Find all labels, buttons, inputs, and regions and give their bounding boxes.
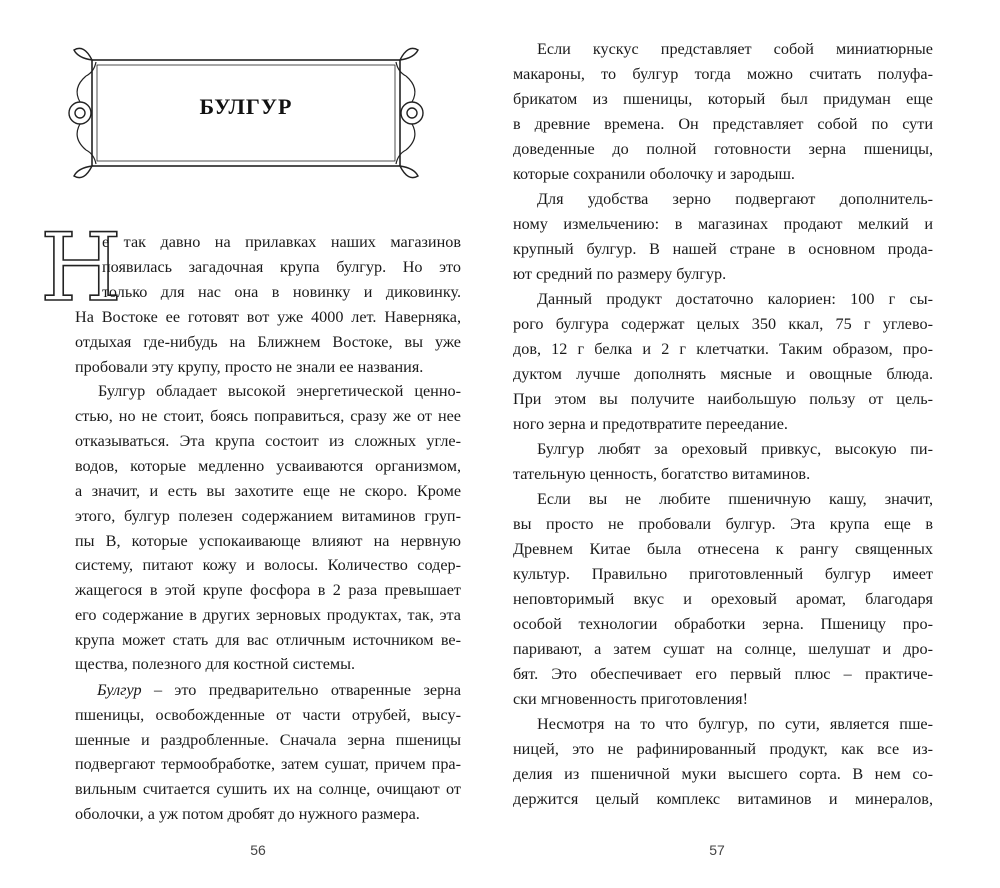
text-line: Если кускус представляет собой миниатюрные [537, 40, 933, 58]
text-line: которые сохранили оболочку и зародыш. [513, 165, 795, 183]
text-line: только для нас она в новинку и диковинку. [102, 283, 461, 301]
text-line: этого, булгур полезен содержанием витаминов груп- [75, 507, 461, 525]
text-line: Несмотря на то что булгур, по сути, является пше- [537, 715, 933, 733]
text-line: шенные и раздробленные. Сначала зерна пшеницы [75, 731, 461, 749]
drop-cap-letter: Н [40, 214, 122, 323]
italic-term: Булгур [97, 681, 142, 699]
text-line: ски мгновенность приготовления! [513, 690, 748, 708]
page-number: 56 [250, 842, 266, 858]
text-line: Булгур обладает высокой энергетической ценно- [98, 382, 461, 400]
text-line: ницей, это не рафинированный продукт, как все из- [513, 740, 933, 758]
text-line: тательную ценность, богатство витаминов. [513, 465, 811, 483]
text-line-definition [75, 678, 461, 703]
text-line: пробовали эту крупу, просто не знали ее названия. [75, 358, 424, 376]
text-line: крупа может стать для вас отличным источником ве- [75, 631, 461, 649]
text-line: щества, полезного для костной системы. [75, 655, 356, 673]
text-line: При этом вы получите наибольшую пользу от цель- [513, 390, 933, 408]
text-line: водов, которые медленно усваиваются организмом, [75, 457, 461, 475]
text-line: особой технологии обработки зерна. Пшеницу про- [513, 615, 933, 633]
text-line: пшеницы, освобожденные от части отрубей, высу- [75, 706, 461, 724]
text-line: оболочки, а уж потом дробят до нужного размера. [75, 805, 420, 823]
text-line: Древнем Китае была отнесена к рангу священных [513, 540, 933, 558]
text-line: стью, но не стоит, боясь поправиться, сразу же от нее [75, 407, 461, 425]
text-line: ют средний по размеру булгур. [513, 265, 727, 283]
text-line: появилась загадочная крупа булгур. Но это [102, 258, 461, 276]
text-line: рого булгура содержат целых 350 ккал, 75 г углево- [513, 315, 933, 333]
text-line: неповторимый вкус и ореховый аромат, благодаря [513, 590, 933, 608]
text-line: а значит, и есть вы захотите еще не скоро. Кроме [75, 482, 461, 500]
text-line: На Востоке ее готовят вот уже 4000 лет. Наверняка, [75, 308, 461, 326]
chapter-title: БУЛГУР [199, 94, 293, 119]
text-line: дуктом лучше дополнять мясные и овощные блюда. [513, 365, 933, 383]
text-line: в древние времена. Он представляет собой по сути [513, 115, 933, 133]
text-line: ному измельчению: в магазинах продают мелкий и [513, 215, 933, 233]
text-line: делия из пшеничной муки высшего сорта. В нем со- [513, 765, 933, 783]
text-line: Для удобства зерно подвергают дополнитель- [537, 190, 933, 208]
text-line: бят. Это обеспечивает его первый плюс – практиче- [513, 665, 933, 683]
text-line: отдыхая где-нибудь на Ближнем Востоке, вы уже [75, 333, 461, 351]
text-line: подвергают термообработке, затем сушат, причем пра- [75, 755, 461, 773]
text-line: Если вы не любите пшеничную кашу, значит, [537, 490, 933, 508]
text-line: е так давно на прилавках наших магазинов [102, 233, 461, 251]
chapter-title-frame [66, 42, 426, 184]
text-line: пы В, которые успокаивающе влияют на нервную [75, 532, 461, 550]
text-line: жащегося в этой крупе фосфора в 2 раза превышает [75, 581, 461, 599]
text-line: систему, питают кожу и волосы. Количество содер- [75, 556, 461, 574]
text-line: макароны, то булгур тогда можно считать полуфа- [513, 65, 933, 83]
text-line: ного зерна и предотвратите переедание. [513, 415, 788, 433]
text-line: паривают, а затем сушат на солнце, шелушат и дро- [513, 640, 933, 658]
text-line: держится целый комплекс витаминов и минералов, [513, 790, 933, 808]
right-page [500, 0, 1000, 888]
text-line: вильным считается сушить их на солнце, очищают от [75, 780, 461, 798]
text-line: брикатом из пшеницы, который был придуман еще [513, 90, 933, 108]
text-line: отказываться. Эта крупа состоит из сложных угле- [75, 432, 461, 450]
text-line: дов, 12 г белка и 2 г клетчатки. Таким образом, про- [513, 340, 933, 358]
text-line: его содержание в других зерновых продуктах, так, эта [75, 606, 461, 624]
text-line: доведенные до полной готовности зерна пшеницы, [513, 140, 933, 158]
text-line: крупный булгур. В нашей стране в основном прода- [513, 240, 933, 258]
text-line: вы просто не пробовали булгур. Эта крупа еще в [513, 515, 933, 533]
text-line: Булгур любят за ореховый привкус, высокую пи- [537, 440, 933, 458]
text-line: Данный продукт достаточно калориен: 100 г сы- [537, 290, 933, 308]
text-fragment: – это предварительно отваренные зерна [153, 681, 462, 699]
drop-cap [40, 214, 122, 323]
page-number: 57 [709, 842, 725, 858]
text-line: культур. Правильно приготовленный булгур имеет [513, 565, 933, 583]
